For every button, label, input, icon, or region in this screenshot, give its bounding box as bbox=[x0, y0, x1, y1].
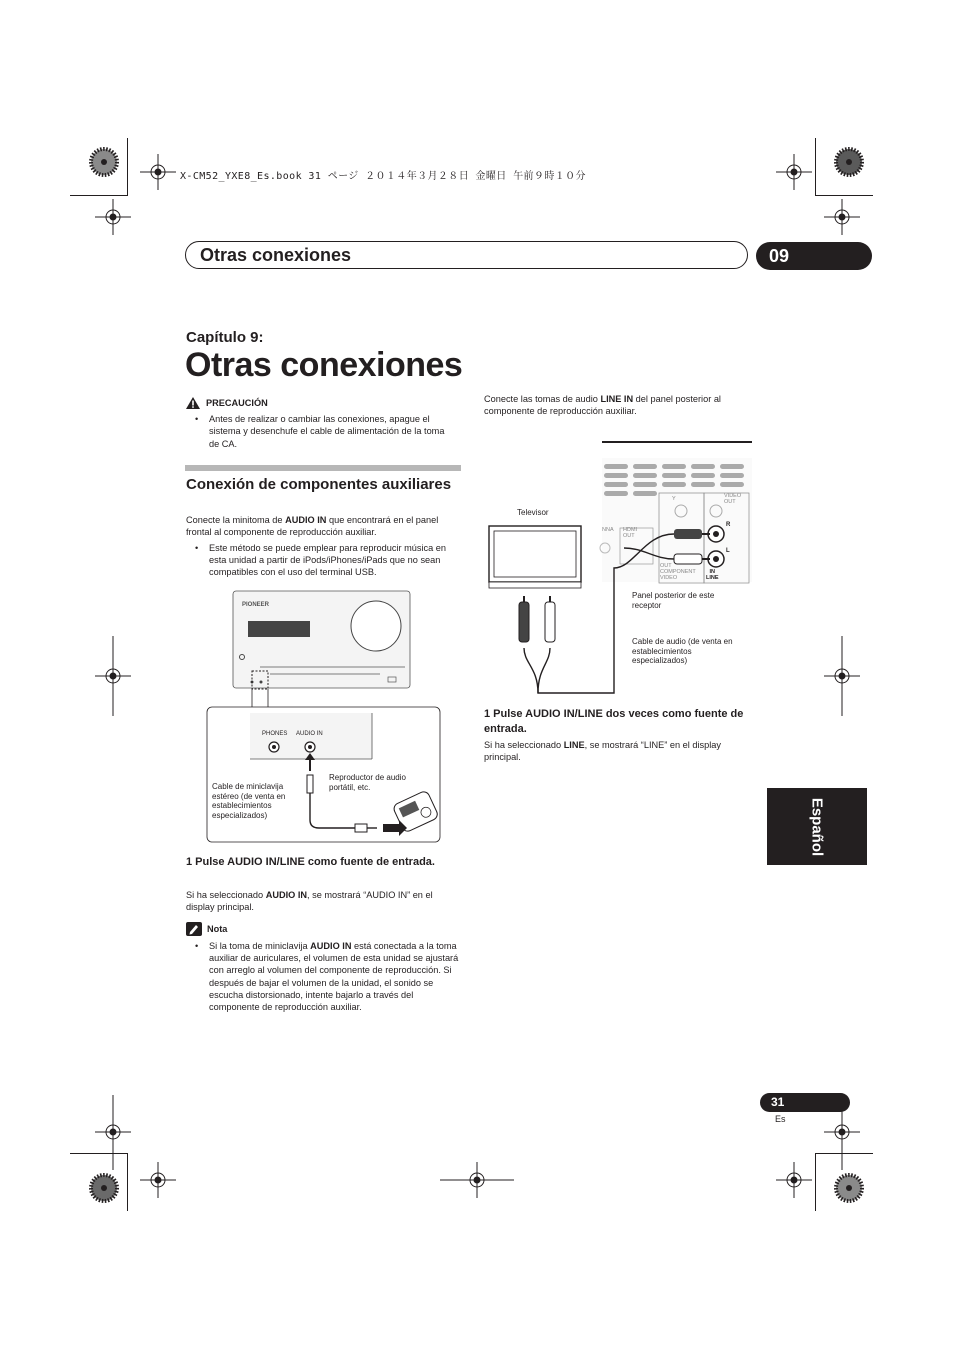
chapter-label: Capítulo 9: bbox=[186, 329, 264, 346]
jack-audio-in-label: AUDIO IN bbox=[296, 731, 323, 737]
header-title: Otras conexiones bbox=[200, 245, 352, 265]
registration-target-icon bbox=[140, 154, 176, 190]
step2-title: 1 Pulse AUDIO IN/LINE dos veces como fuente de entrada. bbox=[484, 708, 744, 735]
note-heading: Nota bbox=[207, 923, 228, 934]
language-side-tab bbox=[767, 788, 867, 865]
receiver-panel-label: Panel posterior de este receptor bbox=[632, 591, 715, 610]
note-block bbox=[186, 922, 462, 1013]
registration-target-icon bbox=[95, 199, 131, 235]
mini-cable-label: Cable de miniclavija estéreo (de venta en establecimientos especializados) bbox=[212, 782, 286, 820]
section-bullet: • Este método se puede emplear para reproducir música en esta unidad a partir de iPods/iPhones/iPads que no sean compatibles con el uso del terminal USB. bbox=[195, 543, 446, 578]
y-label: Y bbox=[672, 496, 676, 502]
book-info-line: X-CM52_YXE8_Es.book 31 ページ ２０１４年３月２８日 金曜日 午前９時１０分 bbox=[180, 171, 586, 182]
registration-target-icon bbox=[776, 1162, 812, 1198]
caution-block bbox=[186, 397, 456, 450]
page-number-badge: 31 bbox=[760, 1093, 850, 1112]
warning-icon bbox=[186, 397, 200, 409]
section-title: Conexión de componentes auxiliares bbox=[186, 476, 452, 493]
jack-l-label: L bbox=[726, 548, 730, 554]
step2-body: Si ha seleccionado LINE, se mostrará “LINE” en el display principal. bbox=[484, 740, 721, 763]
step1-body: Si ha seleccionado AUDIO IN, se mostrará “AUDIO IN” en el display principal. bbox=[186, 890, 433, 913]
jack-phones-label: PHONES bbox=[262, 731, 288, 737]
hdmi-out-label: HDMI OUT bbox=[623, 527, 638, 539]
line-in-label: IN LINE bbox=[706, 569, 719, 581]
section-intro: Conecte la minitoma de AUDIO IN que encontrará en el panel frontal al componente de reproducción auxiliar. bbox=[186, 515, 439, 538]
registration-target-icon bbox=[95, 1095, 131, 1170]
portable-player-label: Reproductor de audio portátil, etc. bbox=[329, 773, 406, 792]
section-divider bbox=[185, 465, 461, 471]
tv-label: Televisor bbox=[517, 508, 549, 517]
chapter-number-badge: 09 bbox=[756, 242, 872, 270]
note-pencil-icon bbox=[186, 922, 202, 936]
svg-text:PIONEER: PIONEER bbox=[242, 602, 270, 608]
note-bullet: • Si la toma de miniclavija AUDIO IN está conectada a la toma auxiliar de auriculares, el volumen de esta unidad se ajustará con arreglo al volumen del componente de reproducción. Si después de bajar el volumen de la unidad, el sonido se escucha distorsionado, intente bajarlo a través del componente de reproducción auxiliar. bbox=[195, 941, 459, 1013]
registration-target-icon bbox=[440, 1162, 514, 1198]
registration-target-icon bbox=[140, 1162, 176, 1198]
registration-target-icon bbox=[824, 199, 860, 235]
color-rosette-icon bbox=[836, 1175, 862, 1201]
caution-heading: PRECAUCIÓN bbox=[206, 398, 268, 408]
jack-r-label: R bbox=[726, 522, 731, 528]
component-video-label: OUT COMPONENT VIDEO bbox=[660, 563, 696, 581]
audio-cable-label: Cable de audio (de venta en establecimientos especializados) bbox=[632, 637, 733, 665]
registration-target-icon bbox=[776, 154, 812, 190]
registration-target-icon bbox=[95, 636, 131, 716]
color-rosette-icon bbox=[91, 1175, 117, 1201]
registration-target-icon bbox=[824, 636, 860, 716]
video-out-label: VIDEO OUT bbox=[724, 493, 742, 505]
color-rosette-icon bbox=[836, 149, 862, 175]
color-rosette-icon bbox=[91, 149, 117, 175]
chapter-title: Otras conexiones bbox=[185, 346, 463, 384]
page-language: Es bbox=[775, 1114, 786, 1124]
antenna-label: NNA bbox=[602, 527, 614, 533]
language-side-tab-label: Español bbox=[808, 797, 826, 856]
step1-title: 1 Pulse AUDIO IN/LINE como fuente de entrada. bbox=[186, 856, 435, 868]
caution-bullet: • Antes de realizar o cambiar las conexiones, apague el sistema y desenchufe el cable de alimentación de la toma de CA. bbox=[195, 414, 445, 449]
right-intro: Conecte las tomas de audio LINE IN del panel posterior al componente de reproducción auxiliar. bbox=[484, 394, 721, 417]
